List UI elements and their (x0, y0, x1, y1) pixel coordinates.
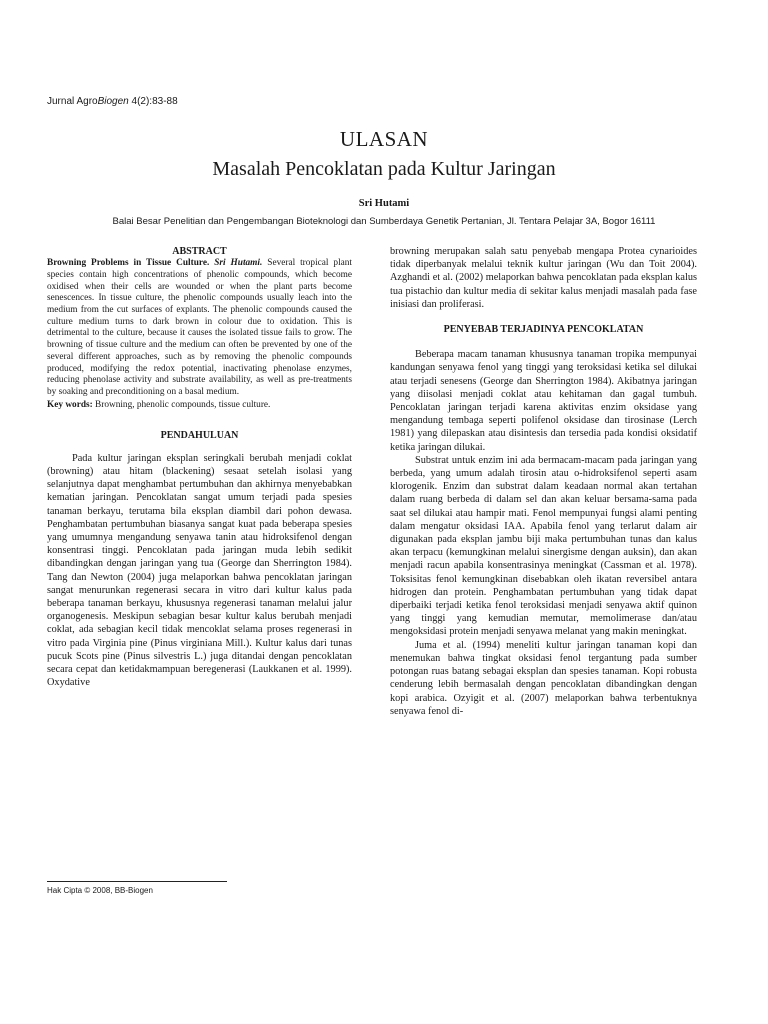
paragraph-penyebab-2: Substrat untuk enzim ini ada bermacam-macam pada jaringan yang berbeda, yang umum adalah tirosin atau o-hidroksifenol seperti asam klorogenik. Enzim dan substrat dalam keadaan normal akan tertahan dalam ruang berbeda di dalam sel dan akan keluar bersama-sama pada saat sel dilukai atau hampir mati. Fenol mempunyai fungsi alami penting dalam mengatur oksidasi IAA. Apabila fenol yang terlarut dalam air digunakan pada eksplan jambu biji maka pertumbuhan tunas dan kalus akan terpacu (kemungkinan melalui sinergisme dengan auksin), dan akan menjadi racun apabila konsentrasinya meningkat (Cassman et al. 1978). Toksisitas fenol kemungkinan disebabkan oleh ikatan reversibel antara hidrogen dan protein. Penghambatan pertumbuhan yang tidak dapat diperbaiki terjadi ketika fenol teroksidasi menjadi senyawa aktif quinon yang tinggi yang kemudian memutar, memolimerase dan/atau mengoksidasi protein menjadi senyawa melanat yang makin meningkat. (390, 454, 697, 638)
journal-name: Biogen (97, 96, 129, 107)
pendahuluan-paragraph: Pada kultur jaringan eksplan seringkali berubah menjadi coklat (browning) atau hitam (blackening) sesaat setelah isolasi yang selanjutnya dapat menghambat pertumbuhan dan akhirnya menyebabkan kematian jaringan. Pencoklatan sangat umum terjadi pada spesies tanaman berkayu, terutama bila eksplan diambil dari pohon dewasa. Penghambatan pertumbuhan biasanya sangat kuat pada beberapa spesies yang umumnya mengandung senyawa tanin atau hidroksifenol dengan konsentrasi tinggi. Pencoklatan pada jaringan muda lebih sedikit dibandingkan dengan jaringan yang tua (George dan Sherrington 1984). Tang dan Newton (2004) juga melaporkan bahwa pencoklatan jaringan sangat menurunkan regenerasi secara in vitro dari kultur kalus pada beberapa tanaman berkayu, khususnya regenerasi tanaman melalui jalur organogenesis. Meskipun sebagian besar kultur kalus berubah menjadi coklat, ada sebagian kecil tidak mencoklat selama proses regenerasi in vitro pada Virginia pine (Pinus virginiana Mill.). Kultur kalus dari tunas pucuk Scots pine (Pinus silvestris L.) juga ditandai dengan pencoklatan secara cepat dan ketidakmampuan beregenerasi (Laukkanen et al. 1999). Oxydative (47, 452, 352, 689)
article-title: Masalah Pencoklatan pada Kultur Jaringan (212, 158, 556, 180)
abstract-body (47, 258, 352, 398)
keywords-text: Browning, phenolic compounds, tissue culture. (92, 399, 271, 410)
paragraph-penyebab-1: Beberapa macam tanaman khususnya tanaman tropika mempunyai kandungan senyawa fenol yang tinggi yang teroksidasi ketika sel dilukai atau terjadi senesens (George dan Sherrington 1984). Akibatnya jaringan yang diisolasi menjadi coklat atau kehitaman dan gagal tumbuh. Pencoklatan jaringan terjadi karena aktivitas enzim oksidase yang mengandung tembaga seperti polifenol oksidase dan tirosinase (Lerch 1981) yang dilepaskan atau disintesis dan tersedia pada kondisi oksidatif ketika jaringan dilukai. (390, 349, 697, 453)
paragraph-continued: browning merupakan salah satu penyebab mengapa Protea cynarioides tidak diperbanyak melalui teknik kultur jaringan (Wu dan Toit 2004). Azghandi et al. (2002) melaporkan bahwa pencoklatan pada eksplan kalus tua pistachio dan kultur media di sekitar kalus menjadi masalah pada fase inisiasi dan proliferasi. (390, 246, 697, 310)
abstract-lead: Browning Problems in Tissue Culture. (47, 258, 210, 269)
keywords-label: Key words: (47, 399, 93, 410)
copyright-notice: Hak Cipta © 2008, BB-Biogen (47, 886, 153, 895)
author-name: Sri Hutami (358, 198, 410, 209)
abstract-heading: ABSTRACT (172, 246, 227, 257)
keywords (47, 399, 352, 411)
abstract-text: Several tropical plant species contain high concentrations of phenolic compounds, which become oxidised when their cells are wounded or when the plant parts become senescences. In tissue culture, the phenolic compounds usually leach into the medium from the cut surfaces of explants. The phenolic compounds caused the culture medium turns to dark brown in colour due to oxidation. This is detrimental to the culture, because it causes the isolated tissue fails to grow. The browning of tissue culture and the medium can often be prevented by one of the several different approaches, such as by removing the phenolic compounds produced, modifying the redox potential, inactivating phenolase enzymes, reducing phenolase activity and substrate availability, as well as pre-treatments by soaking and preconditioning on a basal medium. (47, 258, 353, 397)
left-column (47, 245, 352, 690)
section-label: ULASAN (339, 127, 429, 151)
journal-citation (47, 96, 178, 107)
paragraph-penyebab-3: Juma et al. (1994) meneliti kultur jaringan tanaman kopi dan menemukan bahwa tingkat oksidasi fenol tergantung pada sumber potongan ruas batang sebagai eksplan dan spesies tanaman. Kopi robusta cenderung lebih bermasalah dengan pencoklatan dibandingkan dengan kopi arabica. Ozyigit et al. (2007) melaporkan bahwa terbentuknya senyawa fenol di- (390, 639, 697, 717)
journal-issue: 4(2):83-88 (128, 96, 178, 107)
penyebab-heading: PENYEBAB TERJADINYA PENCOKLATAN (443, 324, 644, 336)
author-affiliation: Balai Besar Penelitian dan Pengembangan Bioteknologi dan Sumberdaya Genetik Pertanian, Jl. Tentara Pelajar 3A, Bogor 16111 (112, 216, 656, 227)
journal-prefix: Jurnal Agro (47, 96, 98, 107)
pendahuluan-heading: PENDAHULUAN (160, 429, 239, 441)
abstract-author: Sri Hutami. (214, 258, 263, 269)
right-column (390, 245, 697, 718)
footnote-rule (47, 881, 227, 882)
